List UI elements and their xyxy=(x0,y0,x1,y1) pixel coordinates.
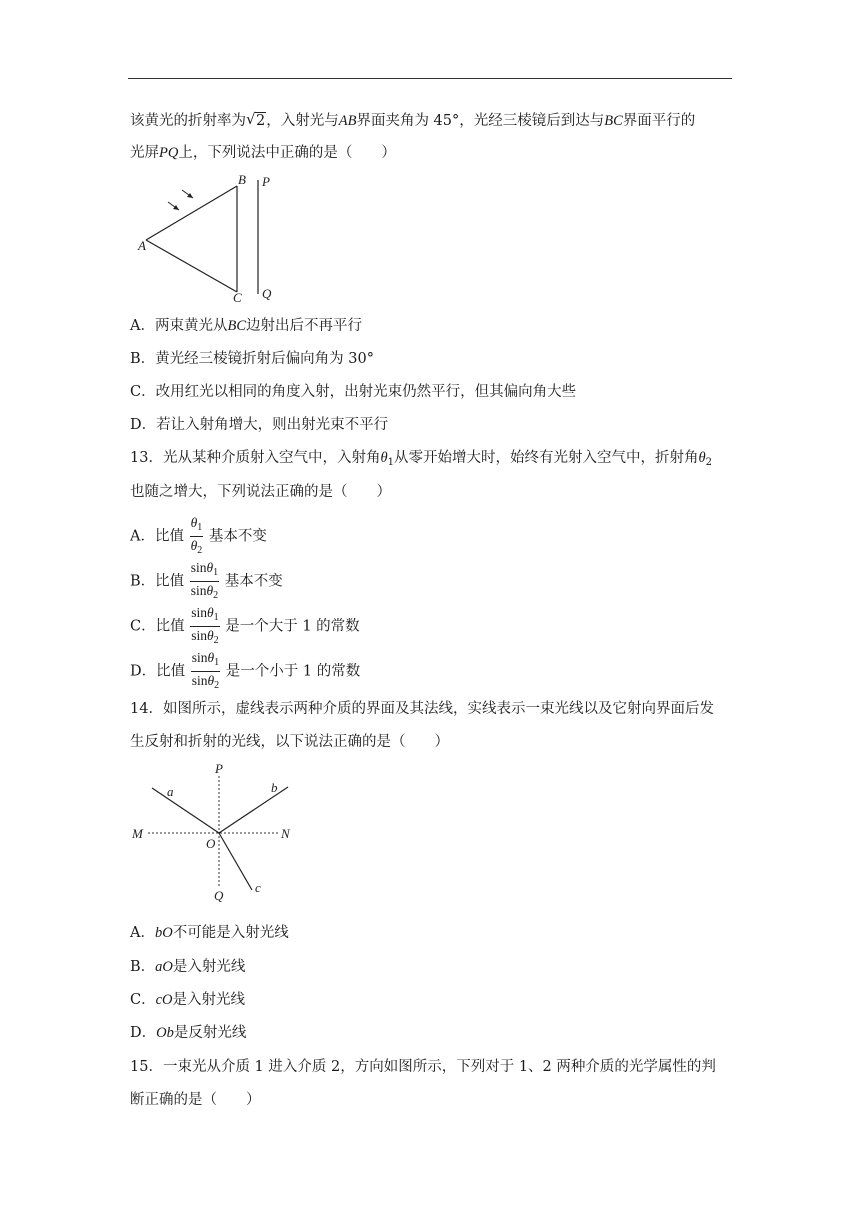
q15-stem-line1: 15．一束光从介质 1 进入介质 2，方向如图所示，下列对于 1、2 两种介质的光学属性的判 xyxy=(130,1059,716,1075)
label-m: M xyxy=(132,826,143,841)
prism-edge-ac xyxy=(146,240,237,292)
q12-stem-line2: 光屏PQ上，下列说法中正确的是（ ） xyxy=(130,145,396,161)
q13-option-a: A．比值 $\frac{\theta_1}{\theta_2}$ 基本不变 xyxy=(130,514,267,559)
label-q: Q xyxy=(214,888,224,903)
q14-stem-line2: 生反射和折射的光线，以下说法正确的是（ ） xyxy=(130,734,449,750)
q15-stem-line2: 断正确的是（ ） xyxy=(130,1092,261,1108)
label-b: B xyxy=(238,172,246,187)
q14-option-b: B．aO是入射光线 xyxy=(130,959,246,975)
fraction-theta: $\frac{\theta_1}{\theta_2}$ xyxy=(190,515,203,556)
q13-option-d: D．比值 $\frac{\sin\theta_1}{\sin\theta_2}$ 是一个小于 1 的常数 xyxy=(130,649,360,694)
q12-option-c: C．改用红光以相同的角度入射，出射光束仍然平行，但其偏向角大些 xyxy=(130,384,577,400)
label-p: P xyxy=(262,174,270,189)
label-b: b xyxy=(271,780,278,795)
ray-ob xyxy=(219,787,288,833)
q14-option-d: D．Ob是反射光线 xyxy=(130,1025,247,1041)
label-q: Q xyxy=(262,286,272,301)
q14-option-c: C．cO是入射光线 xyxy=(130,992,246,1008)
sqrt-expression: √ 2 xyxy=(246,110,266,129)
q14-option-a: A．bO不可能是入射光线 xyxy=(130,925,289,941)
reflection-refraction-figure xyxy=(130,758,310,908)
ray-oc xyxy=(219,833,252,890)
q13-option-c: C．比值 $\frac{\sin\theta_1}{\sin\theta_2}$ 是一个大于 1 的常数 xyxy=(130,604,360,649)
q13-stem-line2: 也随之增大，下列说法正确的是（ ） xyxy=(130,484,391,500)
q13-stem-line1: 13．光从某种介质射入空气中，入射角$\theta_1$从零开始增大时，始终有光射入空气中，折射角$\theta_2$ xyxy=(130,450,712,468)
label-p: P xyxy=(215,761,223,776)
q13-option-b: B．比值 $\frac{\sin\theta_1}{\sin\theta_2}$ 基本不变 xyxy=(130,559,283,604)
header-rule xyxy=(128,78,732,79)
q12-option-d: D．若让入射角增大，则出射光束不平行 xyxy=(130,417,389,433)
label-a: a xyxy=(167,784,174,799)
q14-stem-line1: 14．如图所示，虚线表示两种介质的界面及其法线，实线表示一束光线以及它射向界面后发 xyxy=(130,701,714,717)
q12-option-b: B．黄光经三棱镜折射后偏向角为 30° xyxy=(130,351,374,367)
label-c: C xyxy=(233,290,242,305)
fraction-sine: $\frac{\sin\theta_1}{\sin\theta_2}$ xyxy=(191,605,219,646)
q12-option-a: A．两束黄光从BC边射出后不再平行 xyxy=(130,318,363,334)
prism-figure xyxy=(130,170,290,310)
label-o: O xyxy=(206,836,216,851)
label-c: c xyxy=(255,880,261,895)
prism-edge-ab xyxy=(146,186,237,240)
fraction-sine: $\frac{\sin\theta_1}{\sin\theta_2}$ xyxy=(191,650,220,691)
q12-stem-line1: 该黄光的折射率为 √ 2，入射光与AB界面夹角为 45°，光经三棱镜后到达与BC界面平行的 xyxy=(130,110,696,129)
fraction-sine: $\frac{\sin\theta_1}{\sin\theta_2}$ xyxy=(190,560,219,601)
label-a: A xyxy=(138,238,146,253)
ray-ao xyxy=(152,788,219,833)
label-n: N xyxy=(281,826,290,841)
